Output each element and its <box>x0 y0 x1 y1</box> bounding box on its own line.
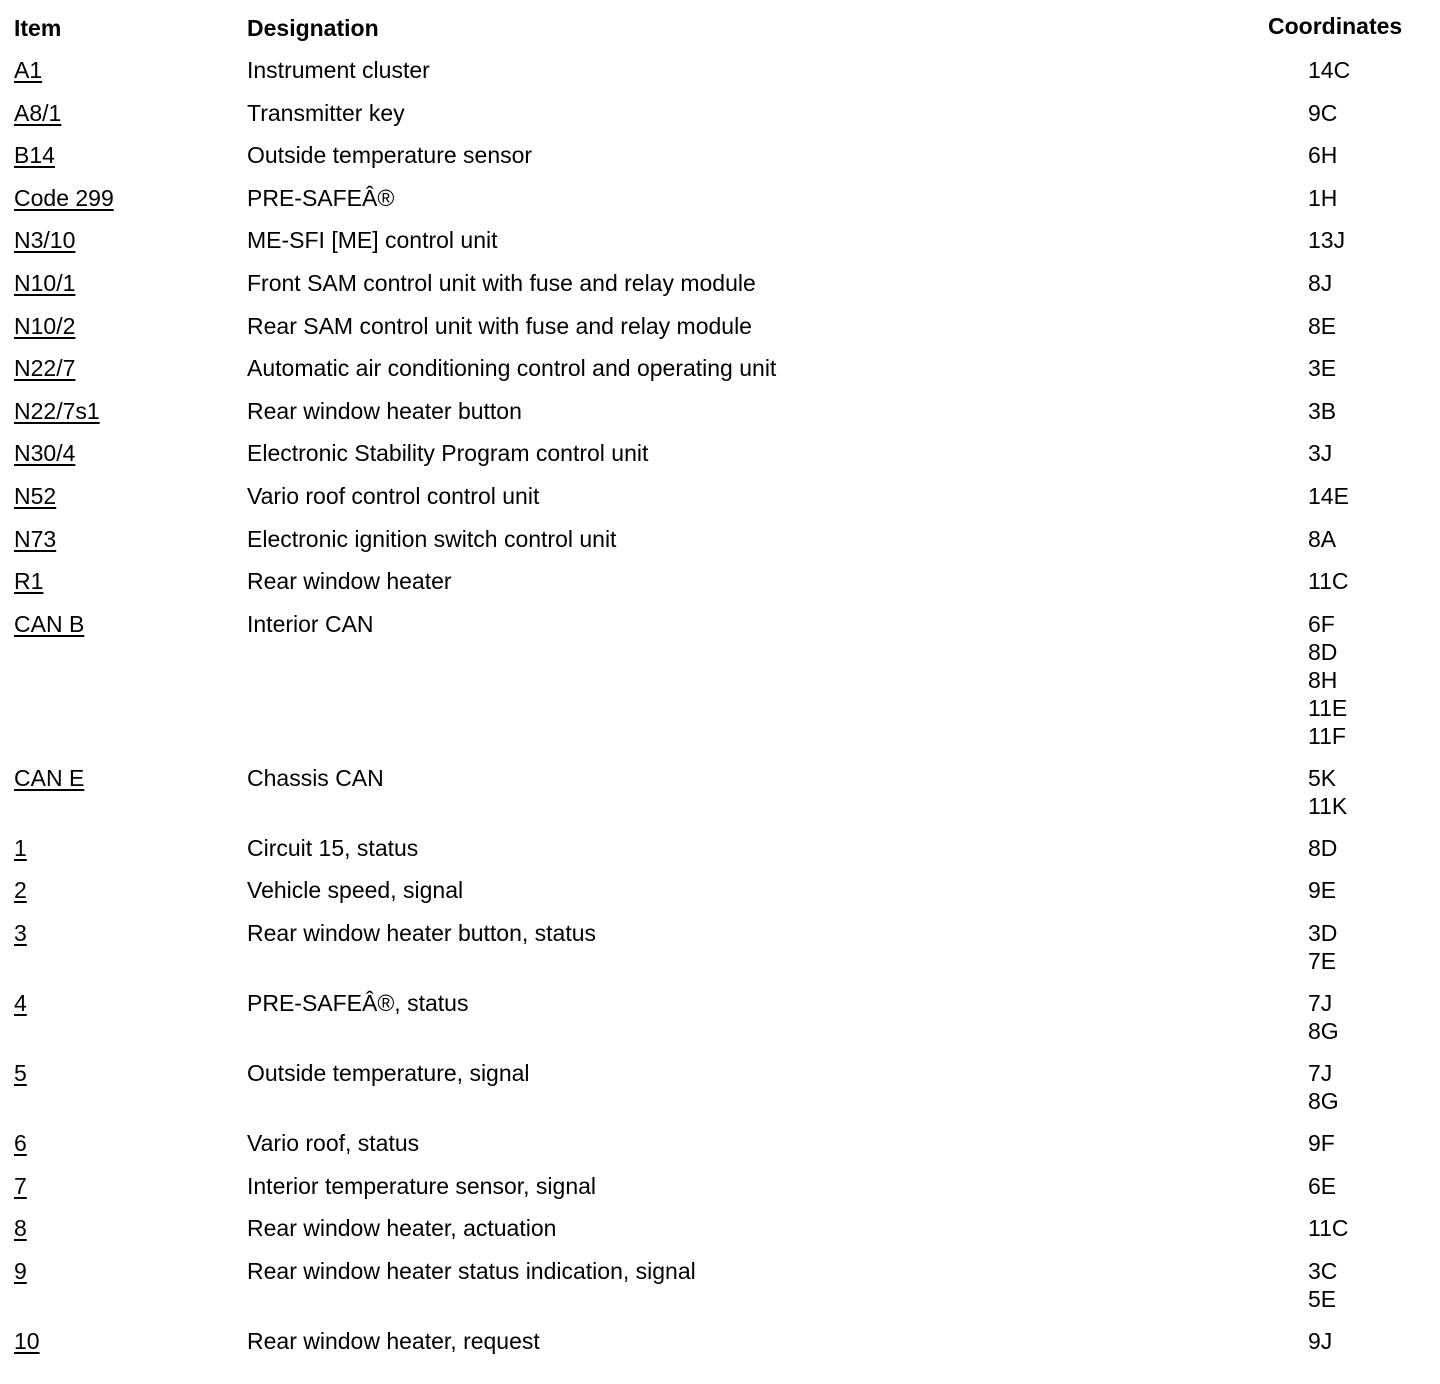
coordinates-cell <box>1308 989 1339 1045</box>
table-row <box>0 989 1440 1059</box>
coordinate-value: 1H <box>1308 184 1338 211</box>
designation-text: Circuit 15, status <box>247 834 419 861</box>
table-row <box>0 1172 1440 1215</box>
coordinate-value: 9F <box>1308 1129 1335 1156</box>
item-link[interactable]: Code 299 <box>14 184 114 211</box>
designation-text: Rear window heater button <box>247 397 522 424</box>
item-link[interactable]: 3 <box>14 919 27 946</box>
item-link[interactable]: R1 <box>14 568 44 595</box>
designation-text: ME-SFI [ME] control unit <box>247 227 498 254</box>
table-row <box>0 567 1440 610</box>
coordinate-value: 11K <box>1308 792 1348 819</box>
item-link[interactable]: N22/7s1 <box>14 397 100 424</box>
coordinate-value: 8A <box>1308 525 1337 552</box>
table-row <box>0 1327 1440 1370</box>
table-row <box>0 226 1440 269</box>
designation-text: Outside temperature sensor <box>247 142 533 169</box>
item-link[interactable]: CAN B <box>14 610 85 637</box>
coordinate-value: 6H <box>1308 142 1338 169</box>
coordinate-value: 3E <box>1308 355 1337 382</box>
item-link[interactable]: 6 <box>14 1129 27 1156</box>
table-row <box>0 834 1440 877</box>
coordinates-cell <box>1308 610 1347 750</box>
coordinate-value: 14E <box>1308 482 1349 509</box>
designation-text: Interior CAN <box>247 610 374 637</box>
table-row <box>0 876 1440 919</box>
coordinates-cell <box>1308 482 1349 510</box>
designation-text: Electronic ignition switch control unit <box>247 525 617 552</box>
coordinate-value: 14C <box>1308 57 1351 83</box>
coordinates-cell <box>1308 354 1336 382</box>
coordinates-cell <box>1308 1059 1339 1115</box>
designation-text: PRE-SAFEÂ® <box>247 184 395 211</box>
coordinate-value: 8G <box>1308 1017 1339 1044</box>
designation-text: Front SAM control unit with fuse and relay module <box>247 269 756 296</box>
table-row <box>0 525 1440 568</box>
table-row <box>0 1214 1440 1257</box>
table-row <box>0 184 1440 227</box>
item-link[interactable]: 7 <box>14 1172 27 1199</box>
designation-text: Rear window heater button, status <box>247 919 597 946</box>
designation-text: Rear window heater <box>247 568 452 595</box>
coordinates-cell <box>1308 439 1332 467</box>
coordinates-cell <box>1308 141 1337 169</box>
coordinate-value: 11C <box>1308 568 1349 595</box>
coordinates-cell <box>1308 226 1345 254</box>
table-row <box>0 1059 1440 1129</box>
designation-text: Instrument cluster <box>247 57 430 83</box>
coordinate-value: 8E <box>1308 312 1337 339</box>
table-row <box>0 919 1440 989</box>
coordinates-cell <box>1308 834 1337 862</box>
coordinate-value: 7J <box>1308 989 1333 1016</box>
coordinate-value: 9E <box>1308 877 1337 904</box>
coordinates-cell <box>1308 1129 1335 1157</box>
coordinate-value: 8D <box>1308 834 1338 861</box>
item-link[interactable]: 8 <box>14 1215 27 1242</box>
coordinate-value: 3C <box>1308 1257 1338 1284</box>
item-link[interactable]: B14 <box>14 142 55 169</box>
coordinate-value: 8D <box>1308 638 1338 665</box>
designation-text: Rear window heater status indication, signal <box>247 1257 696 1284</box>
table-row <box>0 610 1440 764</box>
table-row <box>0 56 1440 99</box>
coordinate-value: 5K <box>1308 764 1337 791</box>
item-link[interactable]: N10/1 <box>14 269 76 296</box>
coordinate-value: 8H <box>1308 666 1338 693</box>
item-link[interactable]: N3/10 <box>14 227 76 254</box>
coordinates-cell <box>1308 99 1337 127</box>
designation-text: Rear window heater, actuation <box>247 1215 557 1242</box>
coordinate-value: 3D <box>1308 919 1338 946</box>
coordinate-value: 3J <box>1308 440 1333 467</box>
item-link[interactable]: 10 <box>14 1327 40 1354</box>
item-link[interactable]: 1 <box>14 834 27 861</box>
coordinates-cell <box>1308 876 1336 904</box>
coordinate-value: 5E <box>1308 1285 1337 1312</box>
coordinates-cell <box>1308 567 1349 595</box>
designation-text: Automatic air conditioning control and operating unit <box>247 355 777 382</box>
designation-text: Vario roof, status <box>247 1129 420 1156</box>
coordinate-value: 7E <box>1308 947 1337 974</box>
coordinate-value: 9J <box>1308 1327 1333 1354</box>
designation-text: Interior temperature sensor, signal <box>247 1172 597 1199</box>
table-row <box>0 99 1440 142</box>
item-link[interactable]: 4 <box>14 989 27 1016</box>
designation-text: Outside temperature, signal <box>247 1059 530 1086</box>
coordinates-cell <box>1308 397 1336 425</box>
table-body <box>0 56 1440 1369</box>
coordinate-value: 8G <box>1308 1087 1339 1114</box>
coordinate-value: 8J <box>1308 269 1333 296</box>
table-row <box>0 397 1440 440</box>
table-row <box>0 312 1440 355</box>
coordinates-cell <box>1308 56 1350 84</box>
coordinates-cell <box>1308 184 1337 212</box>
table-row <box>0 764 1440 834</box>
designation-text: Chassis CAN <box>247 764 384 791</box>
coordinate-value: 11E <box>1308 694 1348 721</box>
item-link[interactable]: N10/2 <box>14 312 76 339</box>
coordinate-value: 3B <box>1308 397 1337 424</box>
coordinate-value: 6E <box>1308 1172 1337 1199</box>
item-link[interactable]: A8/1 <box>14 99 62 126</box>
coordinate-value: 9C <box>1308 99 1338 126</box>
coordinate-value: 11C <box>1308 1215 1349 1242</box>
designation-text: Electronic Stability Program control unit <box>247 440 649 467</box>
designation-text: Rear window heater, request <box>247 1327 540 1354</box>
designation-text: Transmitter key <box>247 99 405 126</box>
table-row <box>0 141 1440 184</box>
item-link[interactable]: N22/7 <box>14 355 76 382</box>
item-link[interactable]: N30/4 <box>14 440 76 467</box>
designation-text: Rear SAM control unit with fuse and relay module <box>247 312 752 339</box>
item-link[interactable]: A1 <box>14 57 43 83</box>
table-header <box>0 14 1440 44</box>
coordinates-cell <box>1308 764 1347 820</box>
item-link[interactable]: 5 <box>14 1059 27 1086</box>
coordinates-cell <box>1308 312 1336 340</box>
coordinates-cell <box>1308 269 1332 297</box>
item-link[interactable]: N52 <box>14 482 57 509</box>
table-row <box>0 269 1440 312</box>
coordinates-cell <box>1308 525 1336 553</box>
table-row <box>0 1257 1440 1327</box>
item-link[interactable]: CAN E <box>14 764 85 791</box>
designation-text: PRE-SAFEÂ®, status <box>247 989 469 1016</box>
coordinate-value: 6F <box>1308 610 1335 637</box>
coordinates-cell <box>1308 1214 1349 1242</box>
table-row <box>0 1129 1440 1172</box>
table-row <box>0 439 1440 482</box>
table-row <box>0 354 1440 397</box>
header-item: Item <box>14 15 62 41</box>
item-link[interactable]: N73 <box>14 525 57 552</box>
coordinates-cell <box>1308 1172 1336 1200</box>
designation-text: Vehicle speed, signal <box>247 877 464 904</box>
coordinates-cell <box>1308 1257 1337 1313</box>
item-link[interactable]: 2 <box>14 877 27 904</box>
coordinates-cell <box>1308 919 1337 975</box>
coordinate-value: 11F <box>1308 722 1346 749</box>
table-row <box>0 482 1440 525</box>
coordinate-value: 7J <box>1308 1059 1333 1086</box>
coordinate-value: 13J <box>1308 227 1346 254</box>
item-link[interactable]: 9 <box>14 1257 27 1284</box>
header-designation: Designation <box>247 15 379 41</box>
designation-text: Vario roof control control unit <box>247 482 540 509</box>
header-coordinates: Coordinates <box>1268 13 1403 39</box>
coordinates-cell <box>1308 1327 1332 1355</box>
